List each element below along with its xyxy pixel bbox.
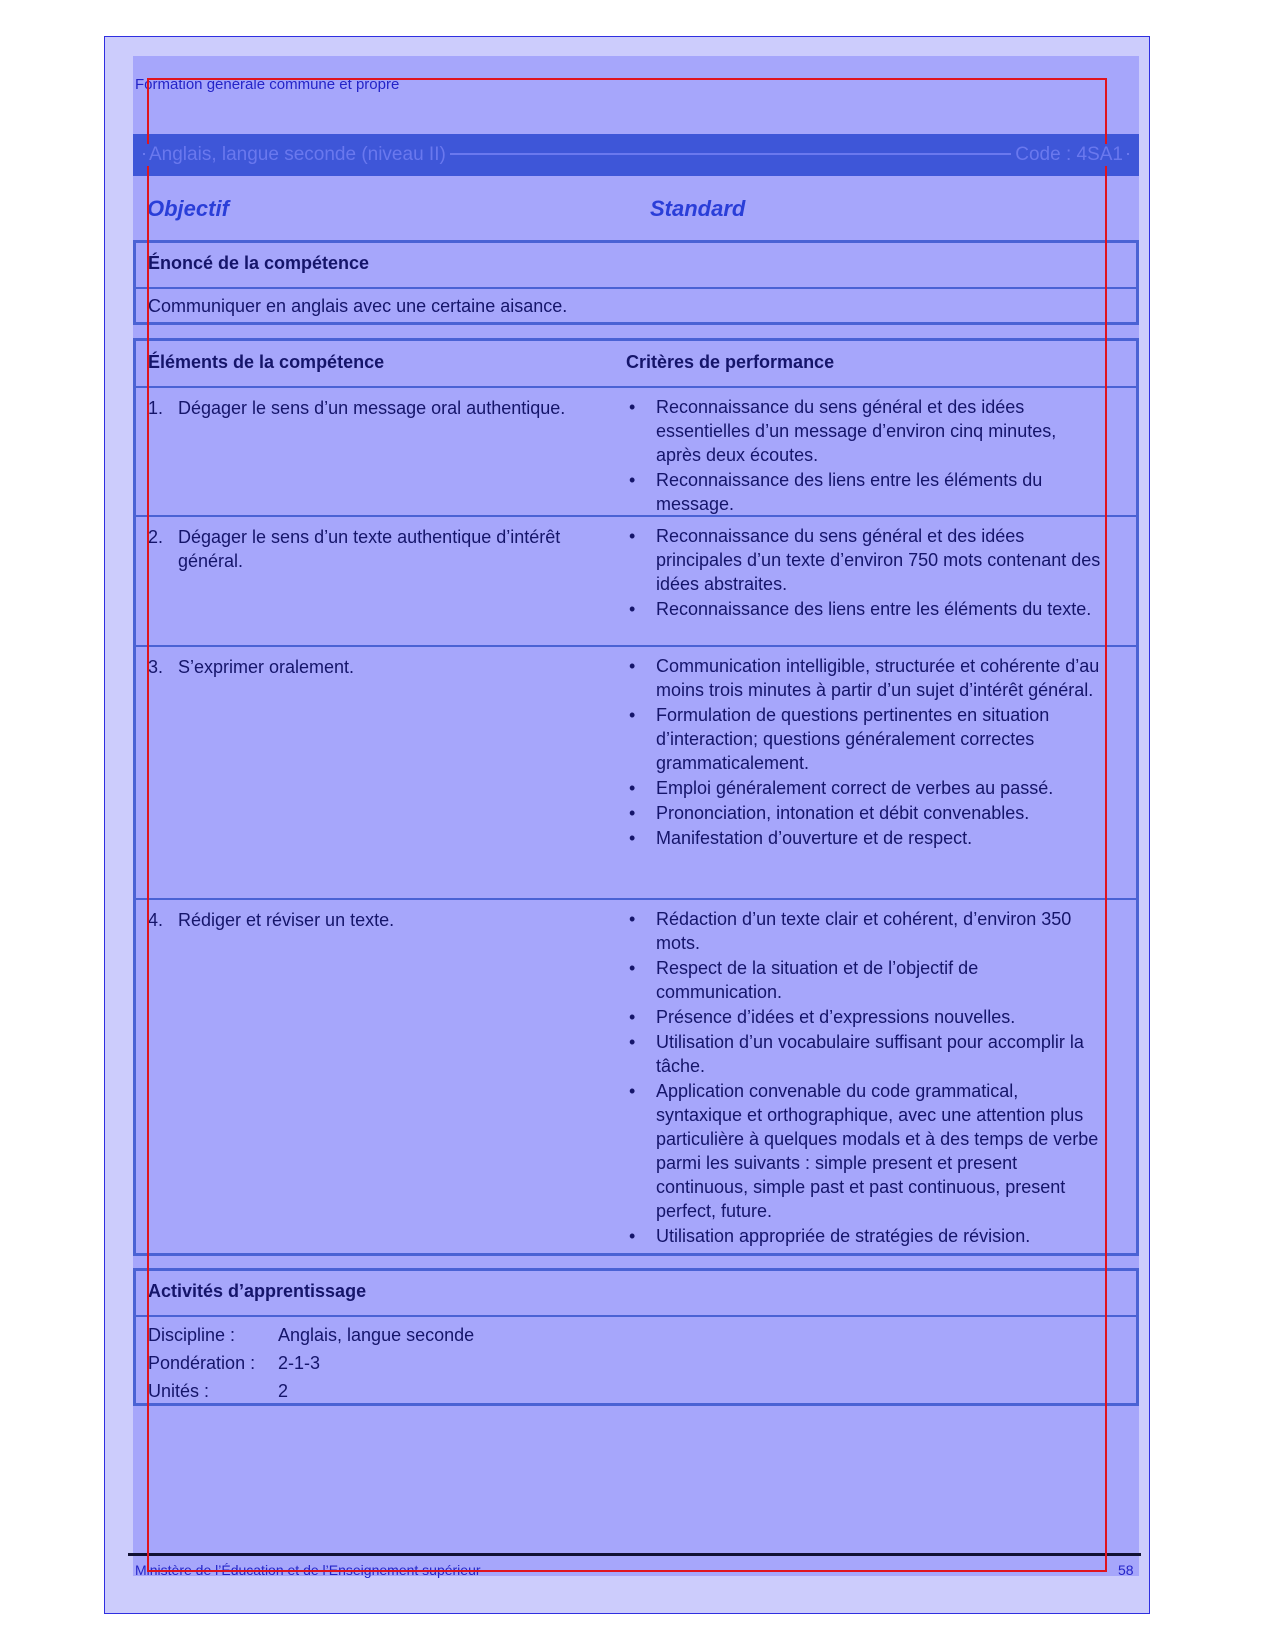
objectif-label: Objectif <box>147 196 229 221</box>
bullet-icon: • <box>629 397 636 417</box>
list-item <box>626 524 1126 596</box>
criterion-text: Manifestation d’ouverture et de respect. <box>656 828 973 848</box>
list-item <box>626 956 1126 1004</box>
bullet-icon: • <box>629 705 636 725</box>
element-label: Rédiger et réviser un texte. <box>178 910 395 930</box>
col-elements-header: Éléments de la compétence <box>148 352 385 372</box>
element-label: Dégager le sens d’un message oral authentique. <box>178 398 566 418</box>
competence-box <box>133 240 1139 325</box>
competence-text: Communiquer en anglais avec une certaine aisance. <box>148 296 568 316</box>
bullet-icon: • <box>629 1032 636 1052</box>
activities-details <box>136 1315 1136 1405</box>
activities-box <box>133 1268 1139 1406</box>
list-item <box>626 597 1126 621</box>
element-label: S’exprimer oralement. <box>178 657 355 677</box>
footer-rule <box>128 1553 1141 1556</box>
element-item <box>148 525 626 573</box>
criterion-text: Communication intelligible, structurée et cohérente d’au moins trois minutes à partir d’un sujet d’intérêt général. <box>656 656 1100 700</box>
course-title-bar <box>133 134 1139 176</box>
criterion-text: Prononciation, intonation et débit convenables. <box>656 803 1030 823</box>
list-item <box>626 654 1126 702</box>
bullet-icon: • <box>629 526 636 546</box>
unites-value: 2 <box>278 1381 289 1401</box>
activities-heading: Activités d’apprentissage <box>148 1281 367 1301</box>
list-item <box>626 826 1126 850</box>
section-header: Formation générale commune et propre <box>135 76 400 93</box>
list-item <box>626 703 1126 775</box>
ponderation-line <box>148 1349 1136 1377</box>
bullet-icon: • <box>629 599 636 619</box>
ponderation-value: 2-1-3 <box>278 1353 321 1373</box>
list-item <box>626 468 1126 516</box>
element-number: 4. <box>148 910 164 930</box>
element-item <box>148 908 626 932</box>
course-title: Anglais, langue seconde (niveau II) <box>145 144 450 166</box>
competence-text-row <box>136 287 1136 323</box>
bullet-icon: • <box>629 470 636 490</box>
criterion-text: Emploi généralement correct de verbes au passé. <box>656 778 1054 798</box>
list-item <box>626 1030 1126 1078</box>
competence-heading-row <box>136 243 1136 287</box>
element-item <box>148 655 626 679</box>
bullet-icon: • <box>629 1081 636 1101</box>
element-number: 2. <box>148 527 164 547</box>
bullet-icon: • <box>629 1007 636 1027</box>
page-number: 58 <box>1118 1562 1134 1578</box>
list-item <box>626 1005 1126 1029</box>
table-row <box>136 515 1136 645</box>
element-label: Dégager le sens d’un texte authentique d’intérêt général. <box>178 527 561 571</box>
discipline-line <box>148 1321 1136 1349</box>
bullet-icon: • <box>629 803 636 823</box>
bullet-icon: • <box>629 778 636 798</box>
criterion-text: Application convenable du code grammatical, syntaxique et orthographique, avec une attention plus particulière à quelques modals et à des temps de verbe parmi les suivants : simple present et present continuous, simple past et past continuous, present perfect, future. <box>656 1081 1099 1221</box>
footer-ministry: Ministère de l’Éducation et de l’Enseignement supérieur <box>135 1562 481 1578</box>
criterion-text: Présence d’idées et d’expressions nouvelles. <box>656 1007 1016 1027</box>
criterion-text: Reconnaissance des liens entre les éléments du message. <box>656 470 1043 514</box>
list-item <box>626 1224 1126 1248</box>
table-row <box>136 898 1136 1253</box>
bullet-icon: • <box>629 909 636 929</box>
bullet-icon: • <box>629 1226 636 1246</box>
element-item <box>148 396 626 420</box>
objective-standard-row <box>147 196 1107 222</box>
table-row <box>136 645 1136 898</box>
criterion-text: Rédaction d’un texte clair et cohérent, d’environ 350 mots. <box>656 909 1072 953</box>
competence-heading: Énoncé de la compétence <box>148 253 370 273</box>
bullet-icon: • <box>629 828 636 848</box>
criteria-header-row <box>136 341 1136 386</box>
criterion-text: Reconnaissance du sens général et des idées essentielles d’un message d’environ cinq minutes, après deux écoutes. <box>656 397 1057 465</box>
col-criteria-header: Critères de performance <box>626 352 835 372</box>
element-number: 1. <box>148 398 164 418</box>
table-row <box>136 386 1136 515</box>
criterion-text: Respect de la situation et de l’objectif de communication. <box>656 958 979 1002</box>
discipline-label: Discipline : <box>148 1325 236 1345</box>
unites-line <box>148 1377 1136 1405</box>
activities-heading-row <box>136 1271 1136 1315</box>
criterion-text: Utilisation appropriée de stratégies de révision. <box>656 1226 1031 1246</box>
ponderation-label: Pondération : <box>148 1353 256 1373</box>
bullet-icon: • <box>629 958 636 978</box>
list-item <box>626 395 1126 467</box>
list-item <box>626 801 1126 825</box>
standard-label: Standard <box>650 196 746 221</box>
criteria-table <box>133 338 1139 1256</box>
bullet-icon: • <box>629 656 636 676</box>
element-number: 3. <box>148 657 164 677</box>
list-item <box>626 776 1126 800</box>
list-item <box>626 1079 1126 1223</box>
discipline-value: Anglais, langue seconde <box>278 1325 475 1345</box>
unites-label: Unités : <box>148 1381 210 1401</box>
criterion-text: Formulation de questions pertinentes en situation d’interaction; questions généralement correctes grammaticalement. <box>656 705 1050 773</box>
course-code: Code : 4SA1 <box>1011 144 1127 166</box>
criterion-text: Utilisation d’un vocabulaire suffisant pour accomplir la tâche. <box>656 1032 1084 1076</box>
criterion-text: Reconnaissance des liens entre les éléments du texte. <box>656 599 1092 619</box>
list-item <box>626 907 1126 955</box>
criterion-text: Reconnaissance du sens général et des idées principales d’un texte d’environ 750 mots contenant des idées abstraites. <box>656 526 1101 594</box>
